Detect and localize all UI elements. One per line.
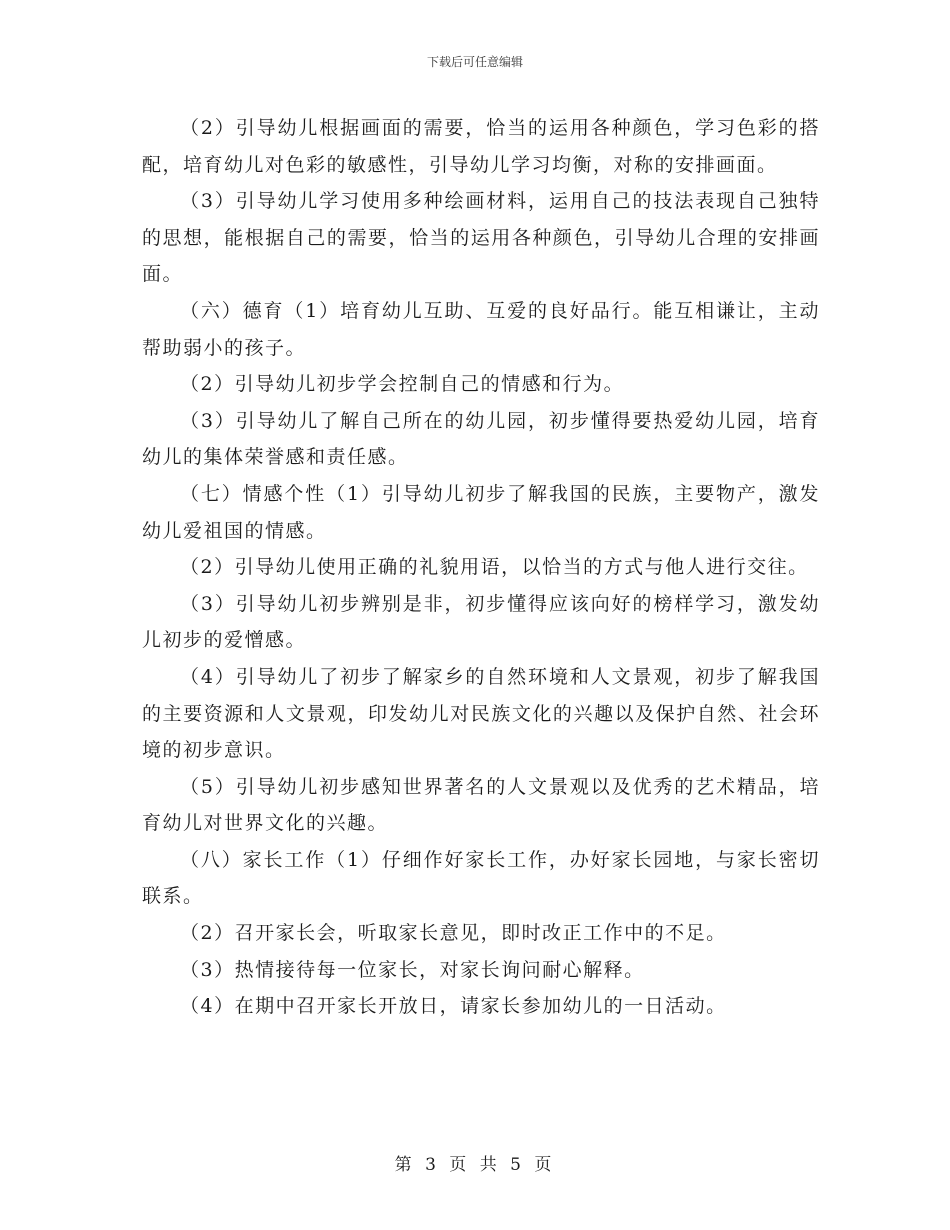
- page-footer: 第 3 页 共 5 页: [394, 1155, 556, 1175]
- paragraph: （七）情感个性（1）引导幼儿初步了解我国的民族，主要物产，激发幼儿爱祖国的情感。: [142, 482, 820, 542]
- paragraph: （3）引导幼儿初步辨别是非，初步懂得应该向好的榜样学习，激发幼儿初步的爱憎感。: [142, 592, 820, 652]
- paragraph: （六）德育（1）培育幼儿互助、互爱的良好品行。能互相谦让，主动帮助弱小的孩子。: [142, 299, 820, 359]
- paragraph: （3）热情接待每一位家长，对家长询问耐心解释。: [180, 958, 645, 981]
- paragraph: （5）引导幼儿初步感知世界著名的人文景观以及优秀的艺术精品，培育幼儿对世界文化的兴趣。: [142, 775, 820, 835]
- paragraph: （八）家长工作（1）仔细作好家长工作，办好家长园地，与家长密切联系。: [142, 848, 820, 908]
- paragraph: （4）在期中召开家长开放日，请家长参加幼儿的一日活动。: [180, 995, 727, 1018]
- paragraph: （3）引导幼儿学习使用多种绘画材料，运用自己的技法表现自己独特的思想，能根据自己的需要，恰当的运用各种颜色，引导幼儿合理的安排画面。: [142, 190, 820, 286]
- document-body: [142, 110, 820, 1025]
- paragraph: （2）召开家长会，听取家长意见，即时改正工作中的不足。: [180, 922, 727, 945]
- paragraph: （3）引导幼儿了解自己所在的幼儿园，初步懂得要热爱幼儿园，培育幼儿的集体荣誉感和责任感。: [142, 409, 820, 469]
- paragraph: （2）引导幼儿使用正确的礼貌用语，以恰当的方式与他人进行交往。: [180, 556, 809, 579]
- paragraph: （2）引导幼儿初步学会控制自己的情感和行为。: [180, 373, 625, 396]
- paragraph: （4）引导幼儿了初步了解家乡的自然环境和人文景观，初步了解我国的主要资源和人文景观，印发幼儿对民族文化的兴趣以及保护自然、社会环境的初步意识。: [142, 665, 820, 762]
- paragraph: （2）引导幼儿根据画面的需要，恰当的运用各种颜色，学习色彩的搭配，培育幼儿对色彩的敏感性，引导幼儿学习均衡，对称的安排画面。: [142, 117, 820, 176]
- page-header: 下载后可任意编辑: [426, 55, 523, 69]
